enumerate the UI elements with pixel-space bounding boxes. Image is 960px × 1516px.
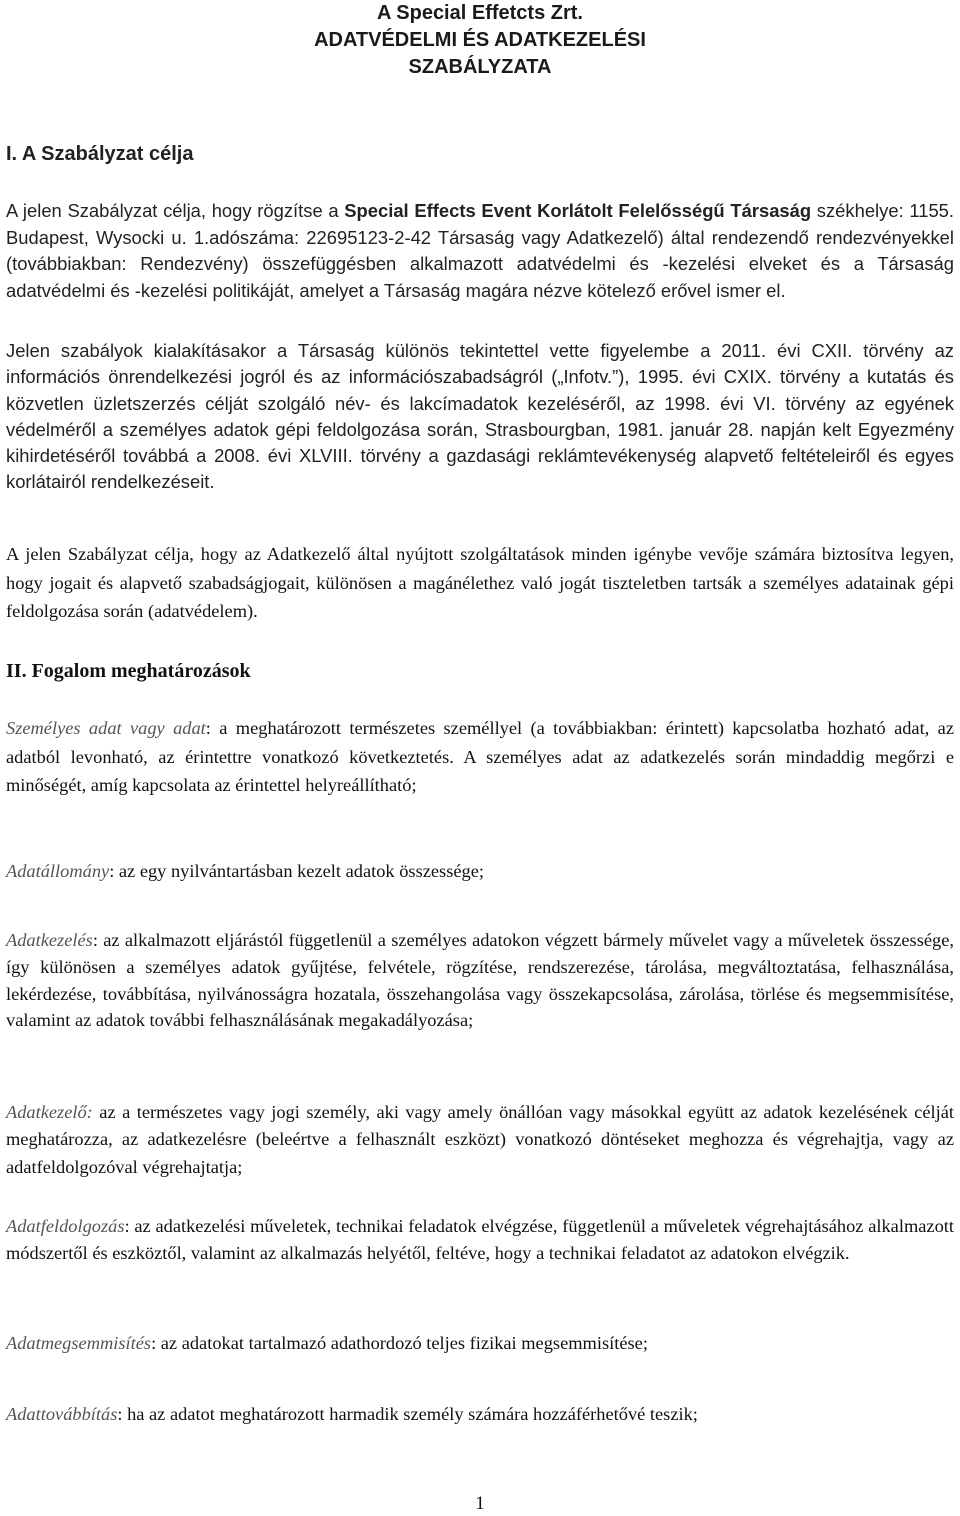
title-line-2: ADATVÉDELMI ÉS ADATKEZELÉSI [314,29,646,51]
definition-term: Adatmegsemmisítés [6,1333,152,1353]
company-name: Special Effects Event Korlátolt Felelősségű Társaság [344,200,812,221]
definition-text: : a meghatározott természetes személlyel (a továbbiakban: érintett) kapcsolatba hozható adat, az adatból levonható, az érintettre vonatkozó következtetés. A személyes adat az adatkezelés során mindaddig megőrzi e minőségét, amíg kapcsolata az érintettel helyreállítható; [6,718,955,796]
title-company: A Special Effetcts Zrt. [377,2,583,24]
title-line-3: SZABÁLYZATA [408,56,552,78]
paragraph-purpose [6,198,954,304]
definition-term: Adatállomány [6,861,110,881]
definition-text: : ha az adatot meghatározott harmadik személy számára hozzáférhetővé teszik; [117,1404,698,1424]
document-title [0,0,960,81]
paragraph-legal-basis: Jelen szabályok kialakításakor a Társaság különös tekintettel vette figyelembe a 2011. évi CXII. törvény az információs önrendelkezési jogról és az információszabadságról („Infotv.”), 1995. évi CXIX. törvény a kutatás és közvetlen üzletszerzés célját szolgáló név- és lakcímadatok kezeléséről, az 1998. évi VI. törvény az egyének védelméről a személyes adatok gépi feldolgozása során, Strasbourgban, 1981. január 28. napján kelt Egyezmény kihirdetéséről továbbá a 2008. évi XLVIII. törvény a gazdasági reklámtevékenység alapvető feltételeiről és egyes korlátairól rendelkezéseit. [6,340,954,493]
definition-term: Személyes adat vagy adat [6,718,206,738]
definition-text: : az adatokat tartalmazó adathordozó teljes fizikai megsemmisítése; [151,1333,648,1353]
p1-body: székhelye: 1155. Budapest, Wysocki u. 1.adószáma: 22695123-2-42 Társaság vagy Adatkezelő) által rendezendő rendezvényekkel (továbbiakban: Rendezvény) összefüggésben alkalmazott adatvédelmi és -kezelési elveket és a Társaság adatvédelmi és -kezelési politikáját, amelyet a Társaság magára nézve kötelező erővel ismer el. [6,200,955,301]
p1-intro: A jelen Szabályzat célja, hogy rögzítse a [6,200,345,221]
section-1-heading: I. A Szabályzat célja [6,143,194,165]
definition-term: Adattovábbítás [6,1404,118,1424]
definition-term: Adatkezelés [6,930,93,950]
definition-controller [6,1099,954,1181]
definition-text: : az egy nyilvántartásban kezelt adatok összessége; [109,861,485,881]
definition-data-destruction [6,1329,954,1358]
paragraph-data-protection: A jelen Szabályzat célja, hogy az Adatkezelő által nyújtott szolgáltatások minden igénybe vevője számára biztosítva legyen, hogy jogait és alapvető szabadságjogait, különösen a magánélethez való jogát tiszteletben tartsák a személyes adatainak gépi feldolgozása során (adatvédelem). [6,544,954,622]
section-2-heading: II. Fogalom meghatározások [6,660,251,682]
definition-text: : az adatkezelési műveletek, technikai feladatok elvégzése, függetlenül a műveletek végrehajtásához alkalmazott módszertől és eszköztől, valamint az alkalmazás helyétől, feltéve, hogy a technikai feladatot az adatokon elvégzik. [6,1216,954,1263]
definition-data-transfer [6,1400,954,1429]
definition-text: az a természetes vagy jogi személy, aki vagy amely önállóan vagy másokkal együtt az adatok kezelésének célját meghatározza, az adatkezelésre (beleértve a felhasznált eszközt) vonatkozó döntéseket meghozza és végrehajtja, vagy az adatfeldolgozóval végrehajtatja; [6,1102,954,1177]
definition-data-processing [6,927,954,1034]
definition-personal-data [6,714,954,800]
page-number: 1 [475,1493,485,1514]
definition-data-handling [6,1213,954,1267]
definition-dataset [6,857,954,886]
definition-text: : az alkalmazott eljárástól függetlenül a személyes adatokon végzett bármely művelet vagy a műveletek összessége, így különösen a személyes adatok gyűjtése, felvétele, rögzítése, rendszerezése, tárolása, megváltoztatása, felhasználása, lekérdezése, továbbítása, nyilvánosságra hozatala, összehangolása vagy összekapcsolása, zárolása, törlése és megsemmisítése, valamint az adatok további felhasználásának megakadályozása; [6,930,954,1031]
definition-term: Adatkezelő: [6,1102,93,1122]
definition-term: Adatfeldolgozás [6,1216,125,1236]
